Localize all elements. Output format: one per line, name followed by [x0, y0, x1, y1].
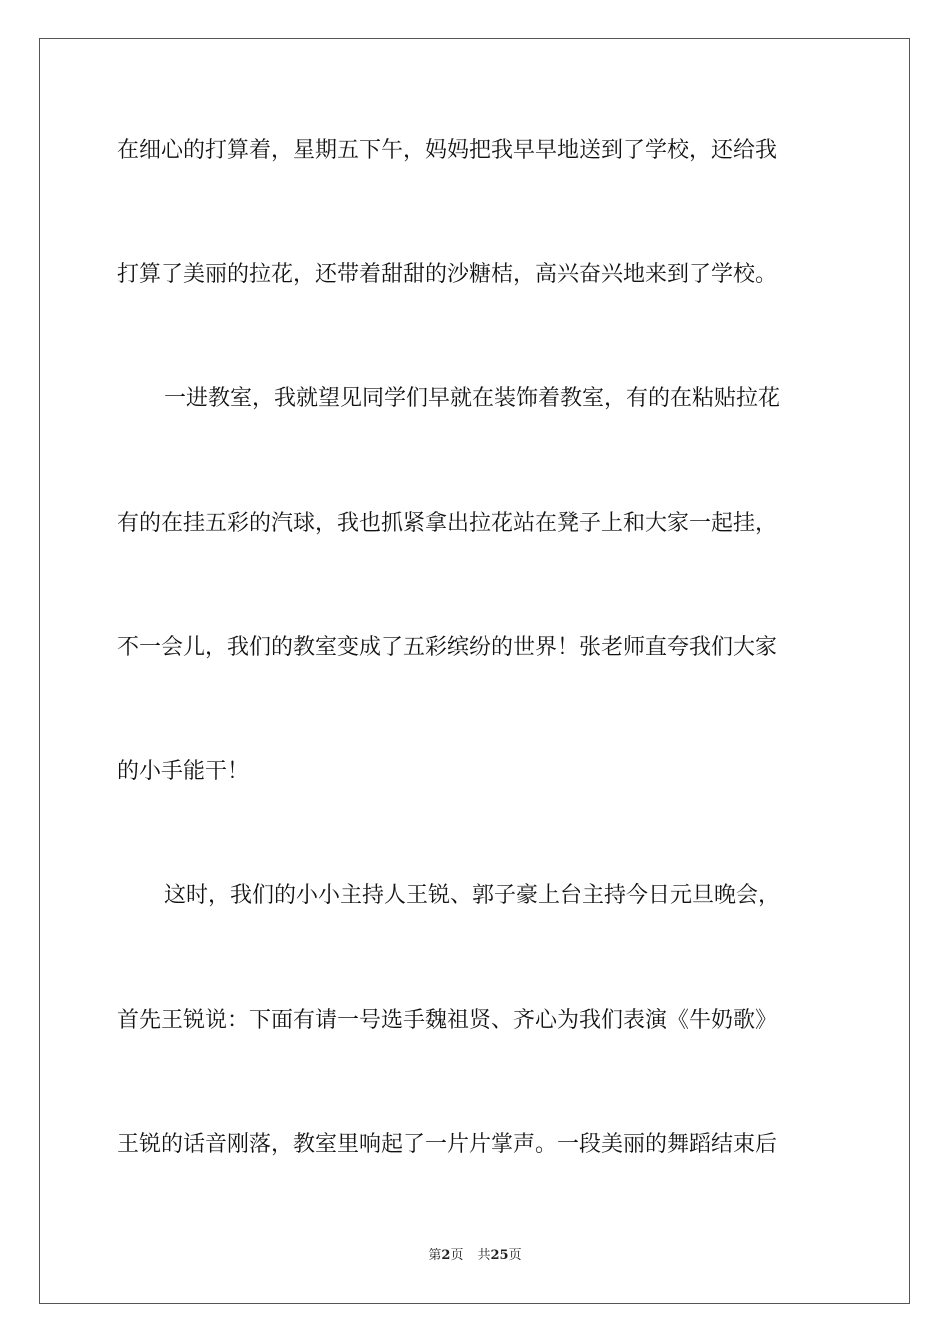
- footer-total-pages: 25: [490, 1248, 509, 1263]
- paragraph-line-4: 有的在挂五彩的汽球，我也抓紧拿出拉花站在凳子上和大家一起挂，: [117, 511, 778, 536]
- paragraph-line-3: 一进教室，我就望见同学们早就在装饰着教室，有的在粘贴拉花: [164, 386, 781, 411]
- paragraph-line-2: 打算了美丽的拉花，还带着甜甜的沙糖桔，高兴奋兴地来到了学校。: [117, 262, 778, 287]
- footer-page-suffix: 页: [450, 1248, 464, 1263]
- footer-total-suffix: 页: [508, 1248, 522, 1263]
- paragraph-line-7: 这时，我们的小小主持人王锐、郭子豪上台主持今日元旦晚会，: [164, 883, 781, 908]
- paragraph-line-5: 不一会儿，我们的教室变成了五彩缤纷的世界！张老师直夸我们大家: [117, 635, 778, 660]
- paragraph-line-1: 在细心的打算着，星期五下午，妈妈把我早早地送到了学校，还给我: [117, 138, 778, 163]
- footer-total-prefix: 共: [477, 1248, 491, 1263]
- page-footer: [0, 1247, 950, 1265]
- paragraph-line-9: 王锐的话音刚落，教室里响起了一片片掌声。一段美丽的舞蹈结束后: [117, 1132, 778, 1157]
- paragraph-line-8: 首先王锐说：下面有请一号选手魏祖贤、齐心为我们表演《牛奶歌》: [117, 1008, 778, 1033]
- footer-page-number: 2: [441, 1248, 451, 1263]
- page-border: [39, 38, 910, 1304]
- footer-page-prefix: 第: [428, 1248, 442, 1263]
- paragraph-line-6: 的小手能干！: [117, 759, 250, 784]
